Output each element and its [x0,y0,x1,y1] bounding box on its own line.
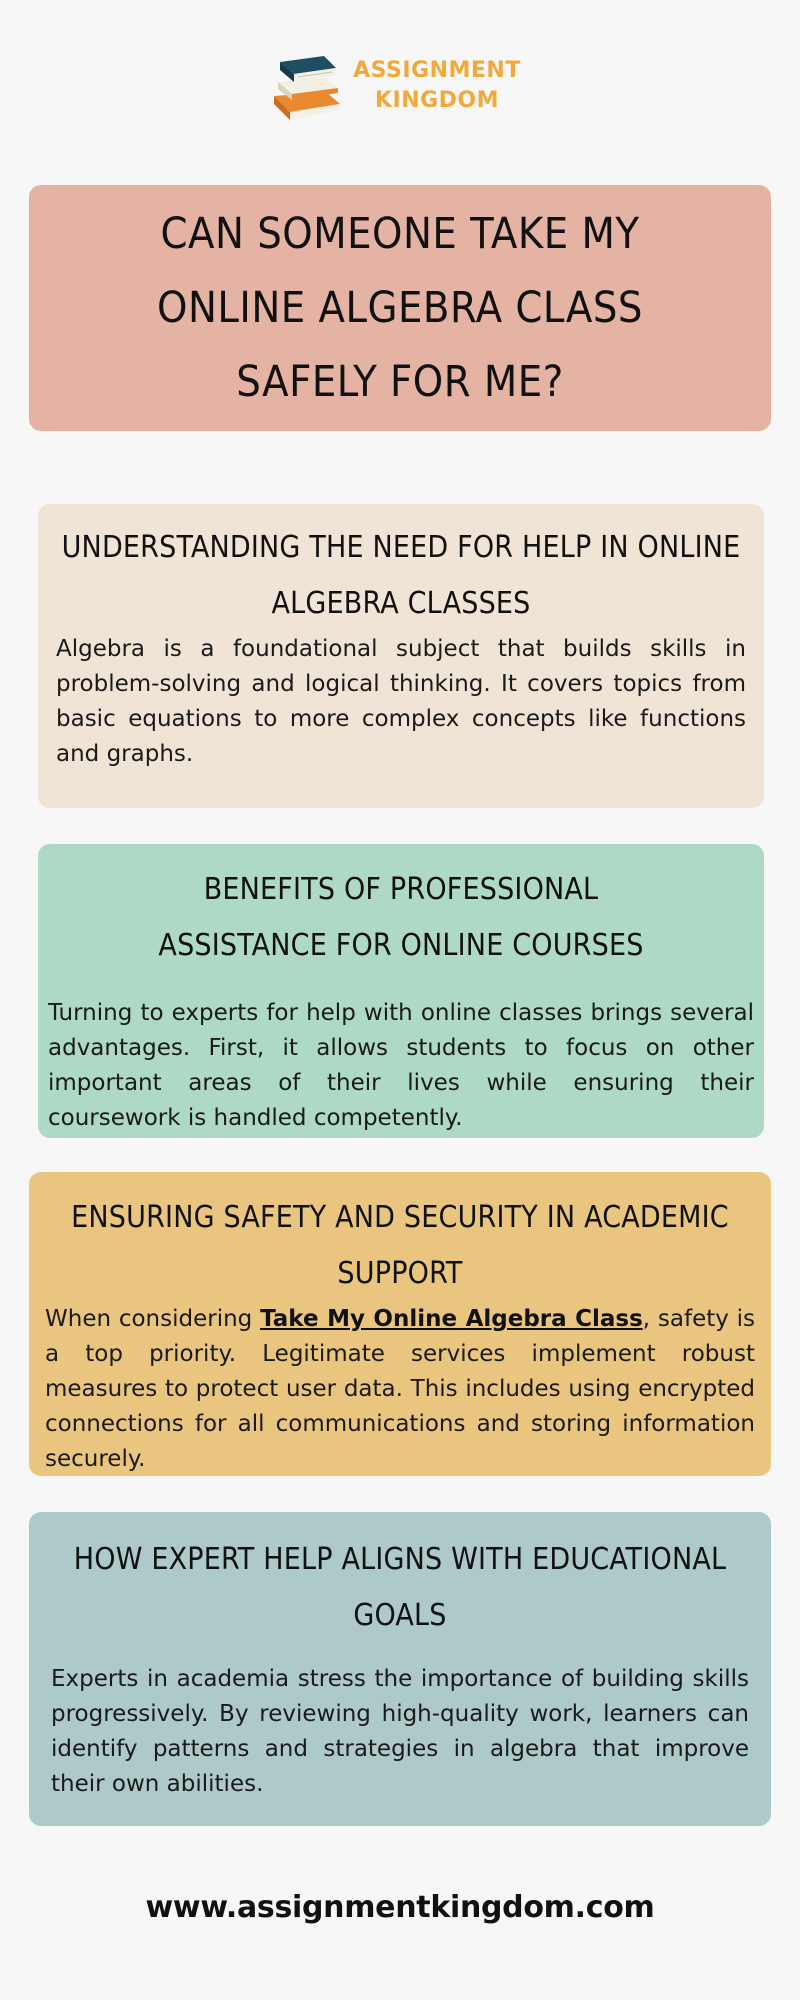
section-card-need [38,504,764,808]
section-heading: ENSURING SAFETY AND SECURITY IN ACADEMIC SUPPORT [71,1200,729,1291]
brand-name [352,56,522,116]
section-heading: BENEFITS OF PROFESSIONAL ASSISTANCE FOR ONLINE COURSES [158,872,644,963]
section-card-safety [29,1172,771,1476]
website-url: www.assignmentkingdom.com [145,1890,655,1925]
section-card-goals [29,1512,771,1826]
title-card [29,185,771,431]
section-heading: UNDERSTANDING THE NEED FOR HELP IN ONLINE ALGEBRA CLASSES [61,530,741,621]
section-card-benefits [38,844,764,1138]
text-before-link: When considering [45,1306,261,1332]
brand-line-1: ASSIGNMENT [353,58,521,83]
books-stack-icon [268,52,348,124]
brand-line-2: KINGDOM [374,88,500,113]
section-text [45,1302,755,1477]
section-heading: HOW EXPERT HELP ALIGNS WITH EDUCATIONAL GOALS [73,1542,727,1633]
logo [268,52,538,132]
section-text: Algebra is a foundational subject that builds skills in problem-solving and logical thinking. It covers topics from basic equations to more complex concepts like functions and graphs. [56,636,746,767]
section-text: Experts in academia stress the importance of building skills progressively. By reviewing high-quality work, learners can identify patterns and strategies in algebra that improve their own abilities. [51,1666,749,1797]
section-text: Turning to experts for help with online classes brings several advantages. First, it allows students to focus on other important areas of their lives while ensuring their coursework is handled competently. [48,1000,754,1131]
text-after-link: , safety is a top priority. Legitimate services implement robust measures to protect user data. This includes using encrypted connections for all communications and storing information securely. [45,1306,756,1472]
page-title: CAN SOMEONE TAKE MY ONLINE ALGEBRA CLASS SAFELY FOR ME? [157,209,643,407]
take-my-online-algebra-class-link[interactable]: Take My Online Algebra Class [260,1306,643,1332]
